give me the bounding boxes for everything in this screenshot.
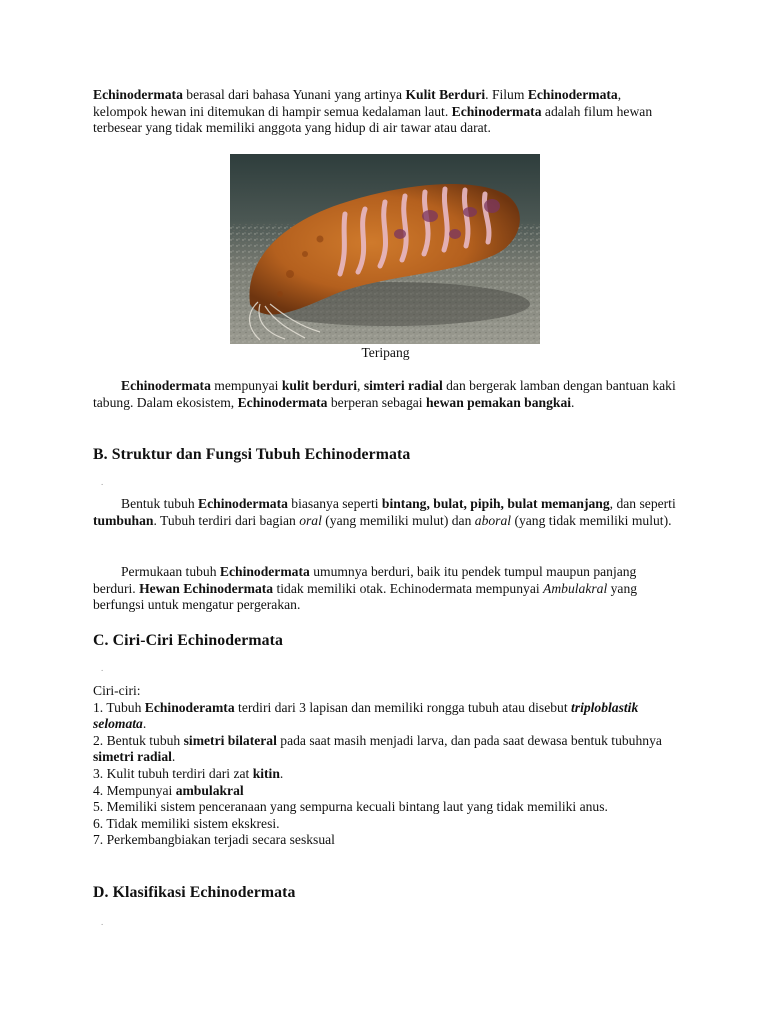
bullet-dot: . <box>101 477 104 487</box>
bullet-dot: . <box>101 917 104 927</box>
list-item: 7. Perkembangbiakan terjadi secara sesksual <box>93 832 335 848</box>
list-item: 5. Memiliki sistem penceranaan yang sempurna kecuali bintang laut yang tidak memiliki anus. <box>93 799 608 815</box>
bullet-dot: . <box>101 663 104 673</box>
section-b-heading: B. Struktur dan Fungsi Tubuh Echinodermata <box>93 446 411 463</box>
section-b-paragraph-1: Bentuk tubuh Echinodermata biasanya seperti bintang, bulat, pipih, bulat memanjang, dan seperti tumbuhan. Tubuh terdiri dari bagian oral (yang memiliki mulut) dan aboral (yang tidak memiliki mulut). <box>93 496 676 528</box>
section-c-heading: C. Ciri-Ciri Echinodermata <box>93 632 283 649</box>
list-item: 1. Tubuh Echinoderamta terdiri dari 3 lapisan dan memiliki rongga tubuh atau disebut triploblastik selomata. <box>93 699 639 732</box>
paragraph-characteristics: Echinodermata mempunyai kulit berduri, simteri radial dan bergerak lamban dengan bantuan kaki tabung. Dalam ekosistem, Echinodermata berperan sebagai hewan pemakan bangkai. <box>93 378 676 410</box>
section-d-heading: D. Klasifikasi Echinodermata <box>93 884 296 901</box>
list-item: 4. Mempunyai ambulakral <box>93 782 244 798</box>
sea-cucumber-photo <box>230 154 540 344</box>
section-b-paragraph-2: Permukaan tubuh Echinodermata umumnya berduri, baik itu pendek tumpul maupun panjang berduri. Hewan Echinodermata tidak memiliki otak. Echinodermata mempunyai Ambulakral yang berfungsi untuk mengatur pergerakan. <box>93 564 638 613</box>
section-c-list <box>93 683 678 849</box>
list-item: 2. Bentuk tubuh simetri bilateral pada saat masih menjadi larva, dan pada saat dewasa bentuk tubuhnya simetri radial. <box>93 732 662 765</box>
sea-cucumber-image <box>230 154 540 344</box>
list-item: 3. Kulit tubuh terdiri dari zat kitin. <box>93 765 284 781</box>
list-item: 6. Tidak memiliki sistem ekskresi. <box>93 815 280 831</box>
figure-caption: Teripang <box>361 345 410 360</box>
intro-paragraph: Echinodermata berasal dari bahasa Yunani yang artinya Kulit Berduri. Filum Echinodermata, kelompok hewan ini ditemukan di hampir semua kedalaman laut. Echinodermata adalah filum hewan terbesear yang tidak memiliki anggota yang hidup di air tawar atau darat. <box>93 87 653 136</box>
term-echinodermata: Echinodermata <box>93 87 183 102</box>
list-intro: Ciri-ciri: <box>93 683 141 698</box>
term-kulit-berduri: Kulit Berduri <box>405 87 486 102</box>
